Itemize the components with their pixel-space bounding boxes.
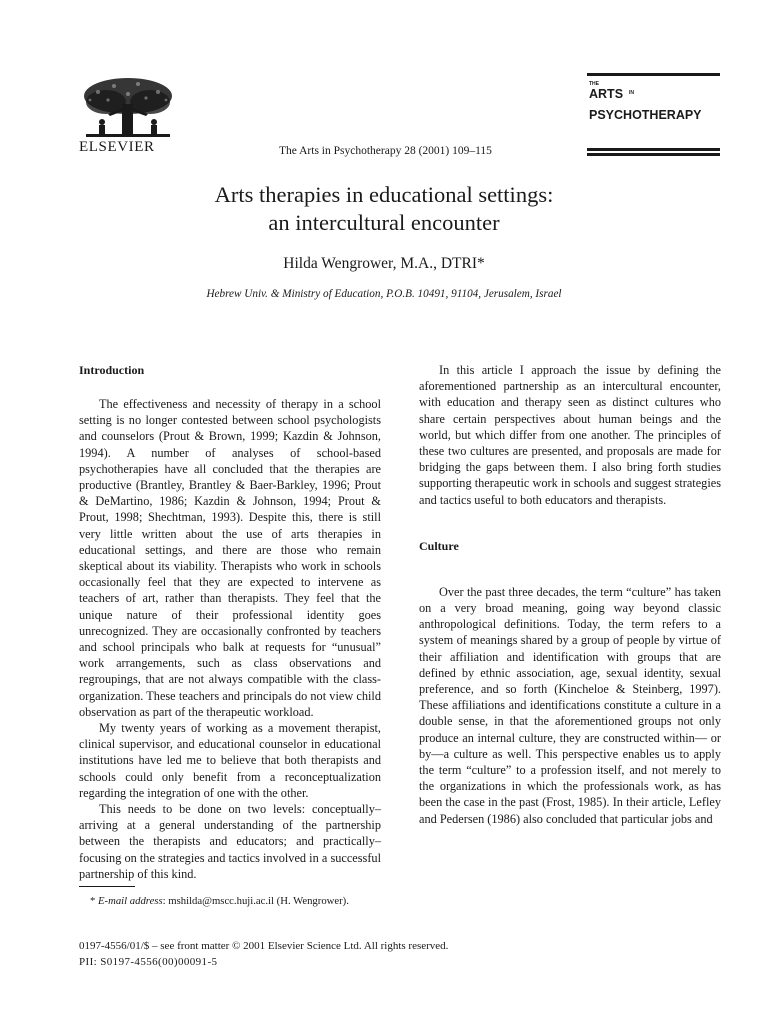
article-author: Hilda Wengrower, M.A., DTRI* [283,255,485,272]
article-title-line-1: Arts therapies in educational settings: [214,182,554,207]
journal-title-arts: ARTS [589,87,624,101]
footnote-label: E-mail address [98,895,163,907]
paragraph-intro-4: In this article I approach the issue by defining the aforementioned partnership as an intercultural encounter, with education and therapy seen as distinct cultures who share certain perspectives about human beings and the world, but which differ from one another. The principles of these two cultures are presented, and proposals are made for bridging the gaps between them. I also bring forth studies supporting therapeutic work in schools and suggest strategies and tactics useful to both educators and therapists. [419,363,721,507]
elsevier-tree-logo [78,74,178,140]
journal-citation: The Arts in Psychotherapy 28 (2001) 109–115 [279,145,492,157]
body-column-left [79,362,381,882]
copyright-line: 0197-4556/01/$ – see front matter © 2001 Elsevier Science Ltd. All rights reserved. [79,940,449,952]
journal-title-the: THE [589,81,599,87]
paragraph-intro-3: This needs to be done on two levels: conceptually–arriving at a general understanding of the partnership between the therapists and educators; and practically–focusing on the strategies and tactics involved in a successful partnership of this kind. [79,802,381,881]
section-heading-introduction: Introduction [79,363,145,377]
journal-title-rule-bottom [587,153,720,156]
article-title [0,181,768,237]
footnote-marker: * [90,895,99,907]
publisher-name: ELSEVIER [79,139,155,155]
pii-line: PII: S0197-4556(00)00091-5 [79,956,218,968]
article-title-line-2: an intercultural encounter [268,210,500,235]
heading-spacer [419,554,721,584]
journal-title-rule-mid [587,148,720,151]
footnote [79,894,381,909]
journal-title-psychotherapy: PSYCHOTHERAPY [589,108,702,122]
paragraph-intro-2: My twenty years of working as a movement therapist, clinical supervisor, and educational counselor in educational institutions have led me to believe that both therapists and schools could only benefit from a reconceptualization regarding the integration of one with the other. [79,721,381,800]
journal-title-rule-top [587,73,720,76]
body-column-right [419,362,721,827]
footnote-rule [79,886,135,887]
footnote-email: : mshilda@mscc.huji.ac.il (H. Wengrower). [162,895,349,907]
author-affiliation: Hebrew Univ. & Ministry of Education, P.O.B. 10491, 91104, Jerusalem, Israel [206,288,562,300]
heading-spacer [79,378,381,396]
section-heading-culture: Culture [419,538,459,553]
paragraph-intro-1: The effectiveness and necessity of therapy in a school setting is no longer contested between school psychologists and counselors (Prout & Brown, 1999; Kazdin & Johnson, 1994). A number of analyses of school-based psychotherapies have all concluded that the therapies are productive (Brantley, Brantley & Baer-Barkley, 1996; Prout & DeMartino, 1986; Kazdin & Johnson, 1994; Prout & Prout, 1998; Shechtman, 1993). Despite this, there is still very little written about the use of arts therapies in educational settings, and there are those who remain skeptical about its viability. Therapists who work in schools occasionally feel that they are expected to intervene as teachers of art, rather than therapists. They feel that the unique nature of their professional identity goes unrecognized. They are occasionally confronted by teachers and school principals who balk at requests for “unusual” work arrangements, such as class observations and regroupings, that are not always compatible with the class-organization. These teachers and principals do not view child observation as part of the therapeutic workload. [79,397,381,719]
section-spacer [419,508,721,538]
journal-title-in: IN [629,90,634,96]
paragraph-culture-1: Over the past three decades, the term “culture” has taken on a very broad meaning, going way beyond classic anthropological definitions. Today, the term refers to a system of meanings shared by a group of people by virtue of their affiliation and identification with groups that are defined by ethnic association, age, sexual identity, sexual preference, and so forth (Kincheloe & Steinberg, 1997). These affiliations and identifications constitute a culture in a double sense, in that the aforementioned groups not only produce an internal culture, they are constructed within— or by—a culture as well. This perspective enables us to apply the term “culture” to a profession itself, and not merely to the organizations in which the professionals work, as has been the case in the past (Frost, 1985). In their article, Lefley and Pedersen (1986) also concluded that particular jobs and [419,584,721,826]
